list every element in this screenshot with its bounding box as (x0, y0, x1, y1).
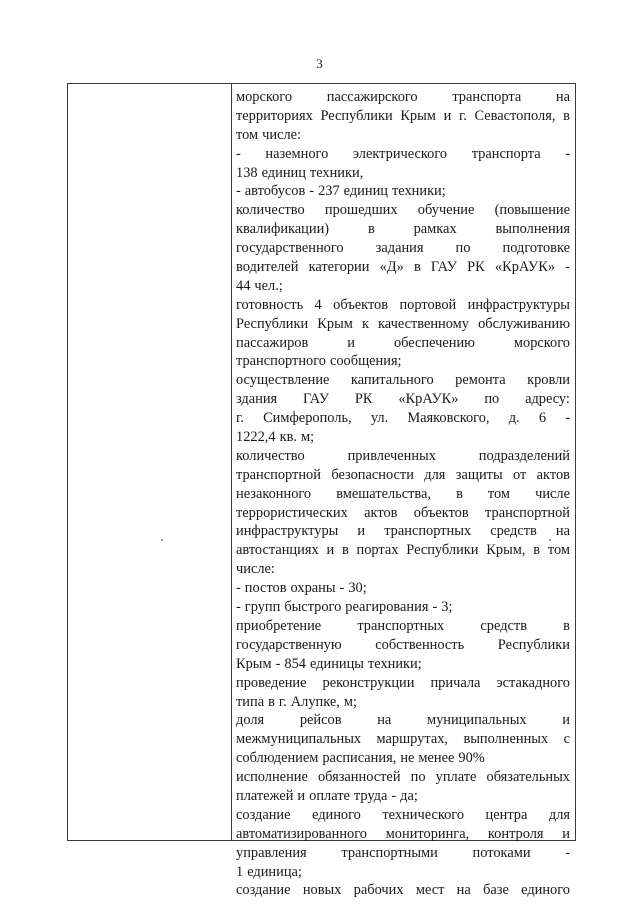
word: быстрого (284, 599, 342, 616)
word: г. (278, 693, 287, 710)
word: труда (353, 787, 388, 804)
word: в (341, 542, 349, 559)
word: числе: (236, 561, 275, 578)
word: ГАУ (430, 259, 457, 276)
word: транспортными (341, 844, 438, 861)
word: кровли (527, 372, 570, 389)
word: рамках (413, 221, 457, 238)
word: Симферополь, (263, 410, 352, 427)
word: транспортной (236, 466, 321, 483)
text-line (236, 636, 570, 655)
word: «КрАУК» (398, 391, 459, 408)
scan-speck (161, 539, 163, 541)
text-line (236, 485, 570, 504)
word: 1222,4 (236, 429, 276, 446)
word: да; (400, 787, 418, 804)
word: и (326, 542, 335, 559)
document-table (67, 83, 576, 899)
word: Республики (406, 542, 479, 559)
word: г. (236, 410, 244, 427)
word: обеспечению (393, 334, 475, 351)
word: Республики (236, 315, 309, 332)
word: сообщения; (329, 353, 402, 370)
word: для (424, 466, 446, 483)
word: вмешательства, (336, 485, 432, 502)
word: автоматизированного (236, 825, 367, 842)
word: 1 (236, 863, 244, 880)
word: задания (375, 240, 424, 257)
word: чел.; (254, 277, 283, 294)
word: соблюдением (236, 750, 319, 767)
word: типа (236, 693, 265, 710)
word: единица; (247, 863, 302, 880)
word: мест (415, 882, 445, 899)
word: осуществление (236, 372, 330, 389)
word: - (432, 599, 438, 616)
word: пассажиров (236, 334, 309, 351)
word: инфраструктуры (236, 523, 339, 540)
word: транспортных (357, 617, 445, 634)
word: государственного (236, 240, 344, 257)
word: качественному (378, 315, 469, 332)
word: на (456, 882, 471, 899)
text-line (236, 466, 570, 485)
word: Республики (497, 636, 570, 653)
word: средств (480, 617, 527, 634)
word: террористических (236, 504, 348, 521)
word: водителей (236, 259, 299, 276)
word: - (339, 580, 345, 597)
word: актов (536, 466, 570, 483)
word: и (443, 107, 452, 124)
word: РК (467, 259, 485, 276)
text-line (236, 504, 570, 523)
text-line (236, 598, 570, 617)
word: охраны (290, 580, 336, 597)
word: - (565, 844, 570, 861)
word: количество (236, 202, 305, 219)
word: в (367, 221, 375, 238)
word: (повышение (494, 202, 570, 219)
word: доля (236, 712, 265, 729)
word: проведение (236, 674, 307, 691)
word: платежей (236, 787, 294, 804)
word: Алупке, (290, 693, 340, 710)
text-line (236, 749, 570, 768)
text-line (236, 806, 570, 825)
text-line (236, 844, 570, 863)
word: «КрАУК» (494, 259, 556, 276)
text-line (236, 768, 570, 787)
word: по (410, 769, 426, 786)
word: Республики (320, 107, 393, 124)
word: 3; (441, 599, 453, 616)
word: д. (508, 410, 520, 427)
word: маршрутах, (376, 731, 449, 748)
word: единого (521, 882, 570, 899)
word: эстакадного (496, 674, 570, 691)
word: м; (343, 693, 357, 710)
word: с (563, 731, 570, 748)
word: менее (418, 750, 455, 767)
word: уплате (435, 769, 477, 786)
indicator-text (236, 88, 570, 900)
word: рабочих (353, 882, 404, 899)
word: безопасности (331, 466, 414, 483)
word: РК (354, 391, 373, 408)
word: выполнения (495, 221, 570, 238)
word: к (361, 315, 369, 332)
word: - (236, 145, 241, 162)
word: незаконного (236, 485, 312, 502)
word: территориях (236, 107, 313, 124)
word: ГАУ (303, 391, 330, 408)
text-line (236, 711, 570, 730)
word: для (548, 806, 570, 823)
text-line (236, 428, 570, 447)
word: Маяковского, (407, 410, 490, 427)
word: исполнение (236, 769, 308, 786)
word: транспортной (485, 504, 570, 521)
word: морского (236, 89, 293, 105)
word: 6 (538, 410, 547, 427)
word: создание (236, 806, 291, 823)
word: и (297, 787, 306, 804)
word: Крым (236, 655, 272, 672)
word: и (562, 825, 570, 842)
word: числе (535, 485, 570, 502)
word: не (400, 750, 415, 767)
word: ул. (370, 410, 389, 427)
word: выполненных (463, 731, 549, 748)
word: по (455, 240, 471, 257)
word: том (547, 542, 570, 559)
word: транспорта (471, 145, 541, 162)
word: единицы (309, 655, 364, 672)
word: г. (458, 107, 467, 124)
text-line (236, 541, 570, 560)
word: расписания, (322, 750, 397, 767)
text-line (236, 352, 570, 371)
word: 237 (318, 183, 340, 200)
word: в (563, 617, 570, 634)
word: Крым, (486, 542, 526, 559)
word: техники, (309, 164, 364, 181)
word: капитального (350, 372, 434, 389)
word: 854 (284, 655, 306, 672)
text-line (236, 201, 570, 220)
word: «Д» (379, 259, 404, 276)
word: оплате (309, 787, 350, 804)
word: в (268, 693, 275, 710)
text-line (236, 164, 570, 183)
word: ремонта (455, 372, 506, 389)
word: портах (356, 542, 399, 559)
table-right-cell (232, 84, 575, 899)
text-line (236, 730, 570, 749)
word: обучение (417, 202, 475, 219)
word: 30; (348, 580, 367, 597)
word: потоками (472, 844, 531, 861)
text-line (236, 107, 570, 126)
text-line (236, 145, 570, 164)
text-line (236, 674, 570, 693)
word: единиц (343, 183, 388, 200)
word: защиты (455, 466, 503, 483)
word: категории (308, 259, 370, 276)
text-line (236, 409, 570, 428)
text-line (236, 296, 570, 315)
text-line (236, 371, 570, 390)
word: создание (236, 882, 291, 899)
word: транспортных (384, 523, 472, 540)
word: готовность (236, 296, 304, 313)
word: адресу: (525, 391, 570, 408)
word: том (236, 126, 259, 143)
word: - (236, 599, 241, 616)
word: автостанциях (236, 542, 319, 559)
text-line (236, 390, 570, 409)
word: собственность (375, 636, 465, 653)
word: постов (244, 580, 287, 597)
word: транспорта (452, 89, 522, 105)
scan-speck (549, 539, 551, 541)
word: актов (364, 504, 398, 521)
text-line (236, 693, 570, 712)
page-number: 3 (316, 56, 323, 71)
word: 90% (458, 750, 485, 767)
word: центра (485, 806, 528, 823)
word: приобретение (236, 617, 322, 634)
word: государственную (236, 636, 342, 653)
word: - (565, 259, 570, 276)
word: реконструкции (322, 674, 415, 691)
word: прошедших (324, 202, 398, 219)
word: управления (236, 844, 307, 861)
word: Крым (317, 315, 353, 332)
word: Севастополя, (474, 107, 556, 124)
word: единиц (261, 164, 306, 181)
text-line (236, 560, 570, 579)
word: на (555, 523, 570, 540)
text-line (236, 863, 570, 882)
word: кв. (279, 429, 297, 446)
word: портовой (399, 296, 457, 313)
word: квалификации) (236, 221, 330, 238)
word: техники; (367, 655, 422, 672)
word: муниципальных (426, 712, 527, 729)
text-line (236, 88, 570, 107)
text-line (236, 334, 570, 353)
text-line (236, 126, 570, 145)
text-line (236, 239, 570, 258)
word: реагирования (345, 599, 429, 616)
text-line (236, 315, 570, 334)
word: по (484, 391, 500, 408)
text-line (236, 447, 570, 466)
word: количество (236, 447, 305, 464)
word: в (413, 259, 421, 276)
word: - (565, 410, 570, 427)
word: 44 (236, 277, 251, 294)
table-left-cell (68, 84, 232, 840)
word: 4 (314, 296, 322, 313)
word: морского (513, 334, 570, 351)
text-line (236, 220, 570, 239)
word: в (533, 542, 541, 559)
word: объектов (333, 296, 389, 313)
word: пассажирского (326, 89, 418, 105)
word: транспортного (236, 353, 326, 370)
word: Крым (400, 107, 436, 124)
word: обслуживанию (478, 315, 570, 332)
text-line (236, 655, 570, 674)
word: контроля (487, 825, 544, 842)
word: единого (312, 806, 361, 823)
word: электрического (352, 145, 448, 162)
word: и (562, 712, 570, 729)
word: и (357, 523, 366, 540)
word: от (512, 466, 527, 483)
word: - (236, 183, 241, 200)
word: - (565, 145, 570, 162)
text-line (236, 825, 570, 844)
word: автобусов (244, 183, 306, 200)
word: подразделений (478, 447, 570, 464)
word: - (309, 183, 315, 200)
word: и (347, 334, 355, 351)
word: причала (430, 674, 481, 691)
word: межмуниципальных (236, 731, 362, 748)
text-line (236, 617, 570, 636)
word: средств (490, 523, 537, 540)
word: - (236, 580, 241, 597)
word: технического (382, 806, 465, 823)
word: новых (302, 882, 342, 899)
word: в (563, 107, 570, 124)
word: объектов (413, 504, 469, 521)
text-line (236, 277, 570, 296)
word: рейсов (299, 712, 342, 729)
text-line (236, 787, 570, 806)
word: обязанностей (317, 769, 401, 786)
word: подготовке (502, 240, 570, 257)
word: инфраструктуры (467, 296, 570, 313)
word: том (487, 485, 511, 502)
word: базе (483, 882, 509, 899)
text-line (236, 258, 570, 277)
word: м; (300, 429, 315, 446)
word: обязательных (486, 769, 570, 786)
word: 138 (236, 164, 258, 181)
text-line (236, 881, 570, 900)
word: в (456, 485, 463, 502)
word: техники; (391, 183, 446, 200)
word: мониторинга, (385, 825, 470, 842)
word: наземного (265, 145, 329, 162)
text-line (236, 579, 570, 598)
word: - (275, 655, 281, 672)
word: групп (244, 599, 281, 616)
word: на (555, 89, 570, 105)
text-line (236, 522, 570, 541)
word: - (391, 787, 397, 804)
text-line (236, 182, 570, 201)
word: числе: (262, 126, 302, 143)
word: на (377, 712, 392, 729)
word: здания (236, 391, 278, 408)
word: привлеченных (347, 447, 436, 464)
